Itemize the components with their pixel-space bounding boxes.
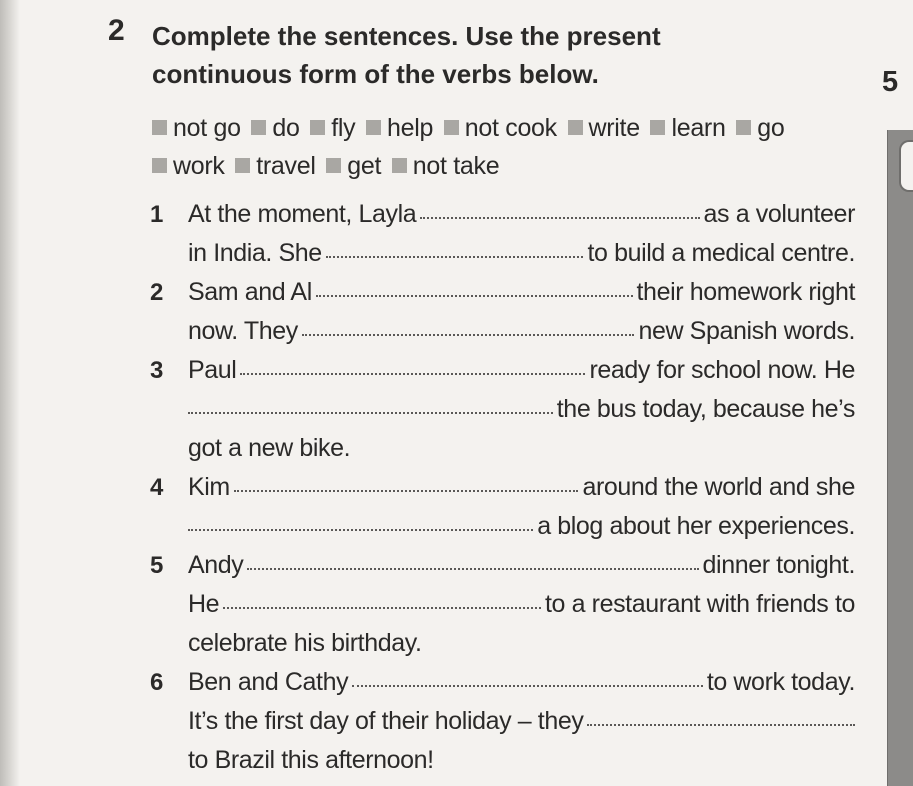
sentence-item-1	[150, 195, 855, 273]
answer-blank[interactable]	[420, 193, 699, 219]
book-gutter-shadow	[0, 0, 20, 786]
answer-blank[interactable]	[223, 583, 541, 609]
next-exercise-number: 5	[882, 66, 899, 98]
sentence-line	[188, 663, 855, 702]
answer-blank[interactable]	[302, 310, 635, 336]
answer-blank[interactable]	[188, 505, 533, 531]
sentence-text: to Brazil this afternoon!	[188, 746, 434, 774]
sentence-text: At the moment, Layla	[188, 200, 417, 228]
sentence-text: celebrate his birthday.	[188, 629, 422, 657]
sentence-text: to work today.	[706, 668, 855, 696]
square-bullet-icon	[392, 158, 407, 173]
sentence-text: Sam and Al	[188, 278, 312, 306]
sentence-line	[188, 312, 855, 351]
sentence-text: now. They	[188, 317, 298, 345]
word-bank-item: get	[326, 147, 381, 185]
sentence-text: got a new bike.	[188, 434, 351, 462]
answer-blank[interactable]	[234, 466, 579, 492]
exercise-number: 2	[108, 14, 125, 47]
word-bank-line-1	[152, 109, 872, 147]
item-number: 4	[150, 474, 163, 501]
next-page-panel	[887, 130, 913, 786]
sentence-line	[188, 624, 855, 663]
word-bank-item: not take	[392, 147, 500, 185]
sentence-item-5	[150, 546, 855, 663]
sentence-line	[188, 234, 855, 273]
sentence-line	[188, 585, 855, 624]
sentence-line	[188, 507, 855, 546]
item-number: 6	[150, 669, 163, 696]
answer-blank[interactable]	[316, 271, 633, 297]
next-page-tab	[899, 140, 913, 192]
sentence-text: Andy	[188, 551, 244, 579]
sentence-line	[188, 429, 855, 468]
sentence-text: It’s the first day of their holiday – they	[188, 707, 584, 735]
sentence-text: He	[188, 590, 220, 618]
sentence-text: to build a medical centre.	[587, 239, 855, 267]
sentence-text: around the world and she	[582, 473, 855, 501]
sentence-line	[188, 195, 855, 234]
sentence-item-2	[150, 273, 855, 351]
sentence-text: Ben and Cathy	[188, 668, 349, 696]
sentence-line	[188, 741, 855, 780]
square-bullet-icon	[366, 120, 381, 135]
sentence-text: to a restaurant with friends to	[545, 590, 855, 618]
sentence-text: their homework right	[636, 278, 855, 306]
answer-blank[interactable]	[240, 349, 585, 375]
exercise-instructions	[152, 17, 802, 93]
sentence-line	[188, 702, 855, 741]
sentence-text: ready for school now. He	[589, 356, 855, 384]
word-bank-line-2	[152, 147, 872, 185]
word-bank-item: go	[736, 109, 784, 147]
sentence-text: in India. She	[188, 239, 322, 267]
sentence-text: a blog about her experiences.	[537, 512, 855, 540]
sentence-text: new Spanish words.	[638, 317, 855, 345]
answer-blank[interactable]	[352, 661, 703, 687]
sentence-text: dinner tonight.	[702, 551, 855, 579]
square-bullet-icon	[152, 120, 167, 135]
square-bullet-icon	[152, 158, 167, 173]
sentence-text: as a volunteer	[703, 200, 855, 228]
word-bank-item: work	[152, 147, 225, 185]
instruction-line-2: continuous form of the verbs below.	[152, 59, 599, 89]
square-bullet-icon	[326, 158, 341, 173]
word-bank-item: not cook	[444, 109, 557, 147]
sentence-line	[188, 468, 855, 507]
item-number: 1	[150, 201, 163, 228]
answer-blank[interactable]	[188, 388, 553, 414]
sentence-item-4	[150, 468, 855, 546]
item-number: 2	[150, 279, 163, 306]
answer-blank[interactable]	[247, 544, 698, 570]
item-number: 5	[150, 552, 163, 579]
sentence-line	[188, 351, 855, 390]
sentence-item-6	[150, 663, 855, 780]
word-bank-item: not go	[152, 109, 241, 147]
word-bank-item: write	[568, 109, 640, 147]
answer-blank[interactable]	[326, 232, 584, 258]
square-bullet-icon	[444, 120, 459, 135]
square-bullet-icon	[235, 158, 250, 173]
sentence-text: Paul	[188, 356, 237, 384]
word-bank-item: learn	[650, 109, 725, 147]
sentence-line	[188, 546, 855, 585]
word-bank-item: do	[251, 109, 299, 147]
square-bullet-icon	[650, 120, 665, 135]
sentence-text: Kim	[188, 473, 230, 501]
square-bullet-icon	[310, 120, 325, 135]
square-bullet-icon	[736, 120, 751, 135]
sentence-item-3	[150, 351, 855, 468]
instruction-line-1: Complete the sentences. Use the present	[152, 21, 661, 51]
sentence-line	[188, 273, 855, 312]
word-bank-item: help	[366, 109, 433, 147]
word-bank-item: travel	[235, 147, 315, 185]
square-bullet-icon	[568, 120, 583, 135]
sentence-list	[150, 195, 855, 780]
word-bank-item: fly	[310, 109, 355, 147]
item-number: 3	[150, 357, 163, 384]
sentence-text: the bus today, because he’s	[556, 395, 855, 423]
word-bank	[152, 109, 872, 185]
answer-blank[interactable]	[587, 700, 855, 726]
sentence-line	[188, 390, 855, 429]
square-bullet-icon	[251, 120, 266, 135]
